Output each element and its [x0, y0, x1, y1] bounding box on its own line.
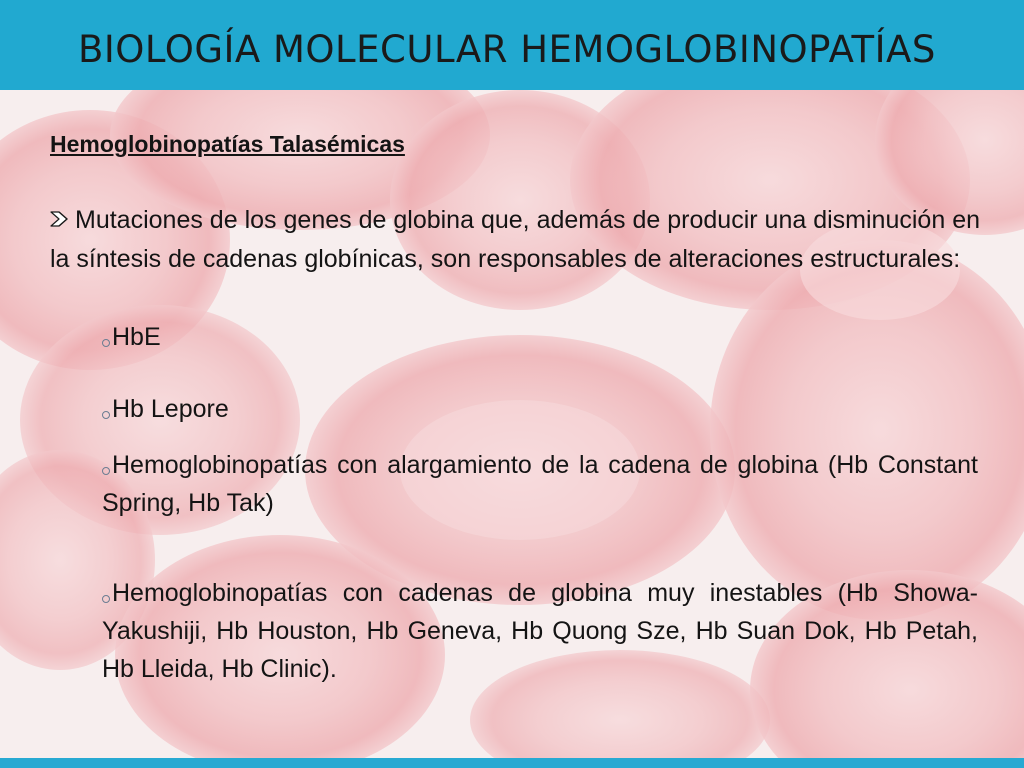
circle-bullet-icon — [102, 411, 110, 419]
sub-bullet-text: HbE — [112, 323, 161, 351]
circle-bullet-icon — [102, 595, 110, 603]
slide-title: BIOLOGÍA MOLECULAR HEMOGLOBINOPATÍAS — [78, 28, 936, 71]
sub-bullet-inestables — [102, 574, 978, 688]
bottom-strip — [0, 758, 1024, 768]
sub-bullet-hb-lepore — [102, 390, 978, 428]
subheading: Hemoglobinopatías Talasémicas — [50, 131, 405, 157]
main-bullet — [50, 201, 980, 279]
sub-bullet-text: Hemoglobinopatías con alargamiento de la cadena de globina (Hb Constant Spring, Hb Tak) — [102, 451, 978, 517]
circle-bullet-icon — [102, 339, 110, 347]
arrow-bullet-icon — [50, 209, 74, 229]
sub-bullet-hbe — [102, 318, 978, 356]
circle-bullet-icon — [102, 467, 110, 475]
sub-bullet-text: Hb Lepore — [112, 395, 229, 423]
sub-bullet-text: Hemoglobinopatías con cadenas de globina muy inestables (Hb Showa-Yakushiji, Hb Houston, Hb Geneva, Hb Quong Sze, Hb Suan Dok, Hb Petah, Hb Lleida, Hb Clinic). — [102, 579, 978, 683]
sub-bullet-alargamiento — [102, 446, 978, 522]
main-bullet-text: Mutaciones de los genes de globina que, además de producir una disminución en la síntesis de cadenas globínicas, son responsables de alteraciones estructurales: — [50, 206, 980, 273]
